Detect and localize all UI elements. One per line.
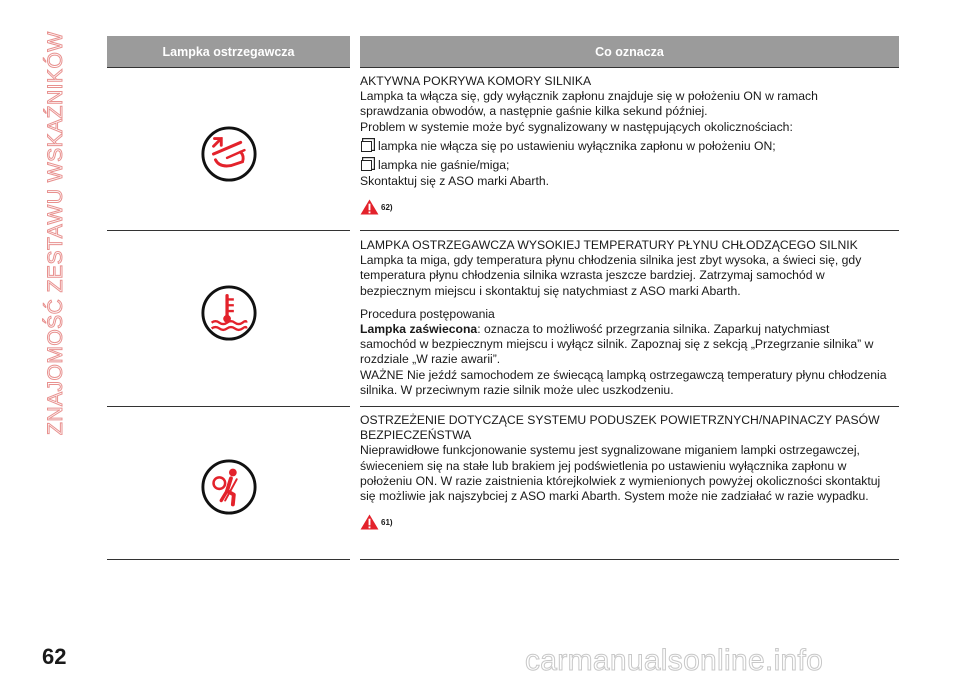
procedure-title: Procedura postępowania — [360, 306, 495, 321]
watermark: carmanualsonline.info — [525, 644, 824, 677]
row-text: Nieprawidłowe funkcjonowanie systemu jest sygnalizowane miganiem lampki ostrzegawczej, świeceniem się na stałe lub brakiem jej podświetlenia po ustawieniu wyłącznika zapłonu w położeniu ON. W razie zaistnienia którejkolwiek z wymienionych powyżej okoliczności skontaktuj się możliwie jak najszybciej z ASO marki Abarth. System może nie zadziałać w razie wypadku. — [360, 443, 881, 504]
row-text: Problem w systemie może być sygnalizowany w następujących okolicznościach: — [360, 119, 793, 134]
checkbox-bullet-icon — [361, 160, 372, 171]
table-row — [107, 407, 899, 560]
warning-triangle-icon — [360, 514, 379, 530]
bold-label: Lampka zaświecona — [360, 322, 478, 337]
note-reference: 61) — [381, 518, 393, 528]
header-meaning: Co oznacza — [355, 36, 899, 68]
list-item: lampka nie gaśnie/miga; — [360, 158, 889, 173]
row-title: LAMPKA OSTRZEGAWCZA WYSOKIEJ TEMPERATURY PŁYNU CHŁODZĄCEGO SILNIK — [360, 238, 858, 252]
checkbox-bullet-icon — [361, 141, 372, 152]
coolant-temperature-icon — [200, 284, 258, 342]
row-text: Lampka ta miga, gdy temperatura płynu chłodzenia silnika jest zbyt wysoka, a świeci się, gdy temperatura płynu chłodzenia silnika wzrasta jeszcze bardziej. Zatrzymaj samochód w bezpiecznym miejscu i skontaktuj się natychmiast z ASO marki Abarth. — [360, 253, 862, 298]
row-title: OSTRZEŻENIE DOTYCZĄCE SYSTEMU PODUSZEK POWIETRZNYCH/NAPINACZY PASÓW BEZPIECZEŃSTWA — [360, 413, 880, 443]
table-row — [107, 231, 899, 407]
row-text: Lampka zaświecona: oznacza to możliwość przegrzania silnika. Zaparkuj natychmiast samochód w bezpiecznym miejscu i wyłącz silnik. Zapoznaj się z sekcją „Przegrzanie silnika” w rozdziale „W razie awarii”. — [360, 322, 874, 367]
note-reference: 62) — [381, 203, 393, 213]
warning-triangle-icon — [360, 199, 379, 215]
row-text: Lampka ta włącza się, gdy wyłącznik zapłonu znajduje się w położeniu ON w ramach sprawdzania obwodów, a następnie gaśnie kilka sekund później. — [360, 89, 818, 119]
row-text: Skontaktuj się z ASO marki Abarth. — [360, 174, 549, 189]
header-warning-light: Lampka ostrzegawcza — [107, 36, 355, 68]
warning-reference — [360, 199, 889, 215]
important-note: WAŻNE Nie jeźdź samochodem ze świecącą lampką ostrzegawczą temperatury płynu chłodzenia silnika. W przeciwnym razie silnik może ulec uszkodzeniu. — [360, 367, 887, 397]
hood-open-warning-icon — [200, 125, 258, 183]
table-row — [107, 68, 899, 231]
warning-lights-table — [107, 36, 899, 560]
warning-reference — [360, 514, 889, 530]
list-item: lampka nie włącza się po ustawieniu wyłącznika zapłonu w położeniu ON; — [360, 139, 889, 154]
row-title: AKTYWNA POKRYWA KOMORY SILNIKA — [360, 74, 592, 88]
page-number: 62 — [42, 644, 67, 669]
side-section-title: ZNAJOMOŚĆ ZESTAWU WSKAŹNIKÓW — [44, 31, 67, 435]
airbag-seatbelt-pretensioner-icon — [200, 458, 258, 516]
